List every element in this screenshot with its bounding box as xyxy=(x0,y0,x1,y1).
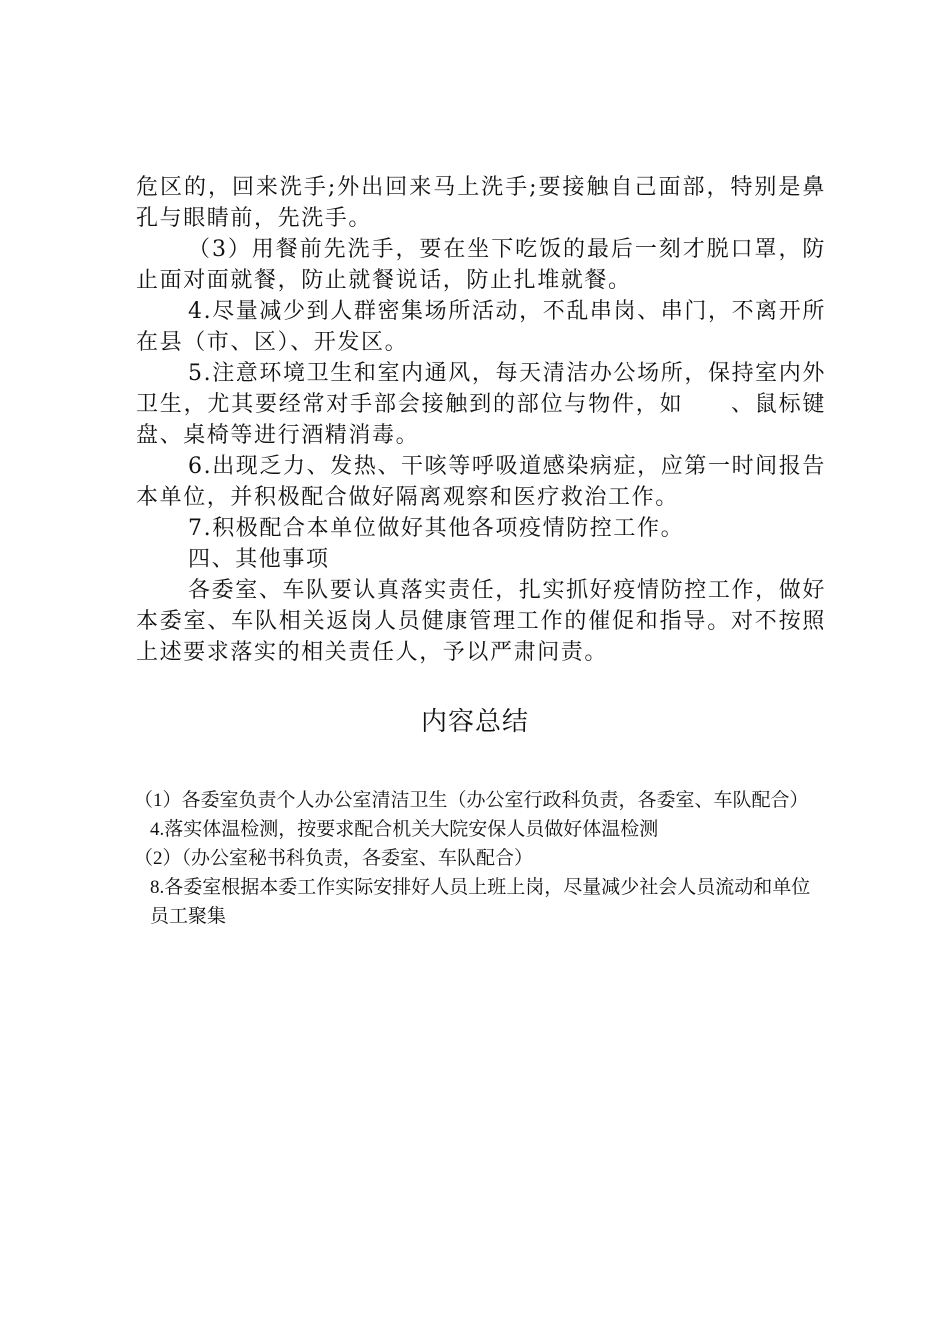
paragraph-item-6: 6.出现乏力、发热、干咳等呼吸道感染病症，应第一时间报告本单位，并积极配合做好隔离观察和医疗救治工作。 xyxy=(136,454,826,510)
paragraph-accountability: 各委室、车队要认真落实责任，扎实抓好疫情防控工作，做好本委室、车队相关返岗人员健康管理工作的催促和指导。对不按照上述要求落实的相关责任人，予以严肃问责。 xyxy=(136,578,826,665)
paragraph-item-5: 5.注意环境卫生和室内通风，每天清洁办公场所，保持室内外卫生，尤其要经常对手部会接触到的部位与物件，如 、鼠标键盘、桌椅等进行酒精消毒。 xyxy=(136,361,826,448)
summary-item: （2）（办公室秘书科负责，各委室、车队配合） xyxy=(134,848,534,869)
paragraph-handwashing-meal: （3）用餐前先洗手，要在坐下吃饭的最后一刻才脱口罩，防止面对面就餐，防止就餐说话，防止扎堆就餐。 xyxy=(136,237,826,293)
paragraph-continuation: 危区的，回来洗手;外出回来马上洗手;要接触自己面部，特别是鼻孔与眼睛前，先洗手。 xyxy=(136,175,826,231)
section-heading-other-matters: 四、其他事项 xyxy=(188,547,330,572)
summary-list xyxy=(134,786,824,931)
summary-item: 4.落实体温检测，按要求配合机关大院安保人员做好体温检测 xyxy=(150,819,659,840)
paragraph-item-7: 7.积极配合本单位做好其他各项疫情防控工作。 xyxy=(188,516,685,541)
body-text xyxy=(136,172,826,668)
paragraph-item-4: 4.尽量减少到人群密集场所活动，不乱串岗、串门，不离开所在县（市、区）、开发区。 xyxy=(136,299,826,355)
summary-item: 8.各委室根据本委工作实际安排好人员上班上岗，尽量减少社会人员流动和单位员工聚集 xyxy=(150,877,811,927)
summary-item: （1）各委室负责个人办公室清洁卫生（办公室行政科负责，各委室、车队配合） xyxy=(134,790,809,811)
summary-title: 内容总结 xyxy=(420,707,529,737)
